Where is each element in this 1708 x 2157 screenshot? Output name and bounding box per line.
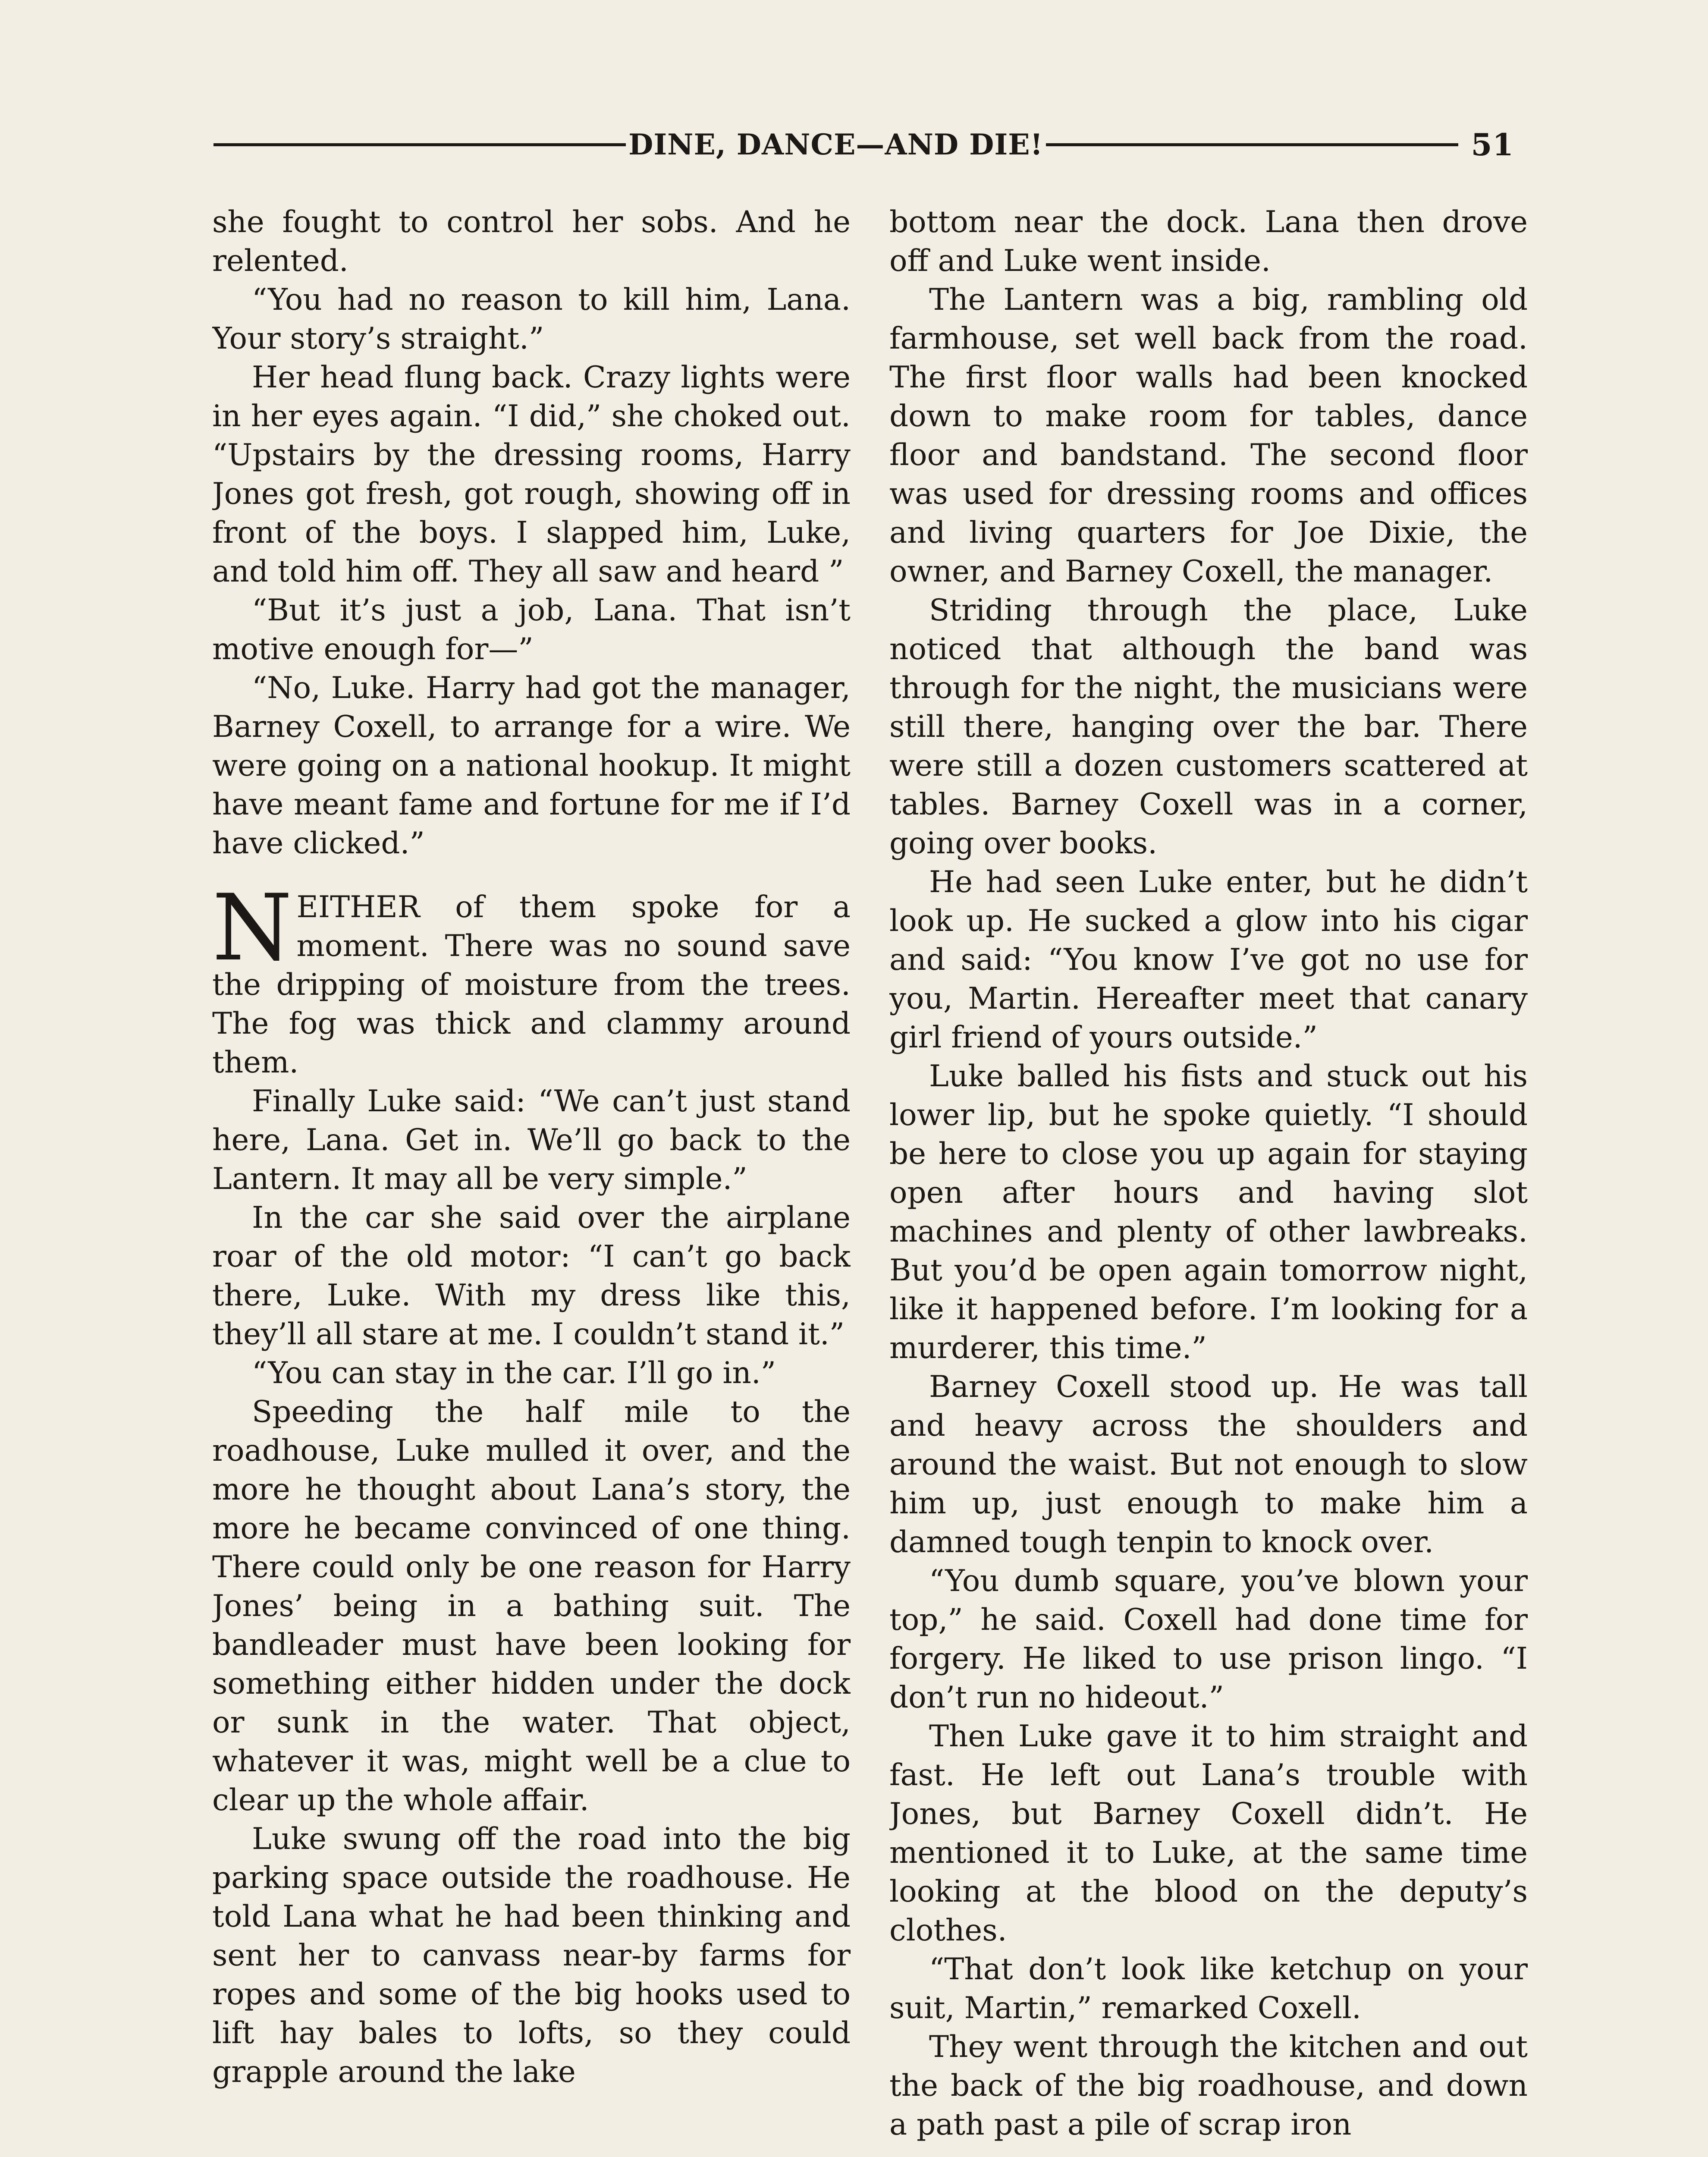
story-title: DINE, DANCE—AND DIE! xyxy=(628,128,1043,161)
paragraph: “That don’t look like ketchup on your suit, Martin,” remarked Coxell. xyxy=(889,1952,1528,2025)
paragraph: Luke balled his fists and stuck out his lower lip, but he spoke quietly. “I should be here to close you up again for staying open after hours and having slot machines and plenty of other lawbreaks. But you’d be open again tomorrow night, like it happened before. I’m looking for a murderer, this time.” xyxy=(889,1059,1528,1365)
paragraph: Finally Luke said: “We can’t just stand here, Lana. Get in. We’ll go back to the Lantern. It may all be very simple.” xyxy=(212,1084,851,1196)
paragraph: Barney Coxell stood up. He was tall and heavy across the shoulders and around the waist. But not enough to slow him up, just enough to make him a damned tough tenpin to knock over. xyxy=(889,1370,1528,1560)
paragraph: Luke swung off the road into the big parking space outside the roadhouse. He told Lana what he had been thinking and sent her to canvass near-by farms for ropes and some of the big hooks used to lift hay bales to lofts, so they could grapple around the lake xyxy=(212,1822,851,2089)
paragraph: Then Luke gave it to him straight and fast. He left out Lana’s trouble with Jones, but Barney Coxell didn’t. He mentioned it to Luke, at the same time looking at the blood on the deputy’s clothes. xyxy=(889,1719,1528,1948)
left-column xyxy=(212,203,851,2157)
right-column xyxy=(889,203,1528,2157)
header-rule-right xyxy=(1046,143,1458,146)
page-number: 51 xyxy=(1471,126,1514,163)
paragraph: They went through the kitchen and out the back of the big roadhouse, and down a path past a pile of scrap iron xyxy=(889,2030,1528,2142)
running-header xyxy=(214,119,1514,170)
drop-cap-paragraph-text: EITHER of them spoke for a moment. There was no sound save the dripping of moisture from the trees. The fog was thick and clammy around them. xyxy=(212,890,851,1080)
paragraph: bottom near the dock. Lana then drove off and Luke went inside. xyxy=(889,205,1528,278)
paragraph: “No, Luke. Harry had got the manager, Barney Coxell, to arrange for a wire. We were going on a national hookup. It might have meant fame and fortune for me if I’d have clicked.” xyxy=(212,671,851,861)
paragraph: Striding through the place, Luke noticed that although the band was through for the night, the musicians were still there, hanging over the bar. There were still a dozen customers scattered at tables. Barney Coxell was in a corner, going over books. xyxy=(889,593,1528,861)
paragraph: Her head flung back. Crazy lights were in her eyes again. “I did,” she choked out. “Upstairs by the dressing rooms, Harry Jones got fresh, got rough, showing off in front of the boys. I slapped him, Luke, and told him off. They all saw and heard ” xyxy=(212,360,851,589)
drop-cap-letter: N xyxy=(212,874,292,981)
drop-cap-paragraph xyxy=(212,874,851,1082)
paragraph: “But it’s just a job, Lana. That isn’t motive enough for—” xyxy=(212,593,851,667)
header-rule-left xyxy=(214,143,626,146)
paragraph: she fought to control her sobs. And he relented. xyxy=(212,205,851,278)
paragraph: “You dumb square, you’ve blown your top,” he said. Coxell had done time for forgery. He liked to use prison lingo. “I don’t run no hideout.” xyxy=(889,1564,1528,1715)
paragraph: “You can stay in the car. I’ll go in.” xyxy=(252,1356,776,1390)
paragraph: “You had no reason to kill him, Lana. Your story’s straight.” xyxy=(212,283,851,356)
paragraph: The Lantern was a big, rambling old farmhouse, set well back from the road. The first floor walls had been knocked down to make room for tables, dance floor and bandstand. The second floor was used for dressing rooms and offices and living quarters for Joe Dixie, the owner, and Barney Coxell, the manager. xyxy=(889,283,1528,589)
paragraph: He had seen Luke enter, but he didn’t look up. He sucked a glow into his cigar and said: “You know I’ve got no use for you, Martin. Hereafter meet that canary girl friend of yours outside.” xyxy=(889,865,1528,1055)
paragraph: In the car she said over the airplane roar of the old motor: “I can’t go back there, Luke. With my dress like this, they’ll all stare at me. I couldn’t stand it.” xyxy=(212,1201,851,1352)
paragraph: Speeding the half mile to the roadhouse, Luke mulled it over, and the more he thought about Lana’s story, the more he became convinced of one thing. There could only be one reason for Harry Jones’ being in a bathing suit. The bandleader must have been looking for something either hidden under the dock or sunk in the water. That object, whatever it was, might well be a clue to clear up the whole affair. xyxy=(212,1395,851,1817)
